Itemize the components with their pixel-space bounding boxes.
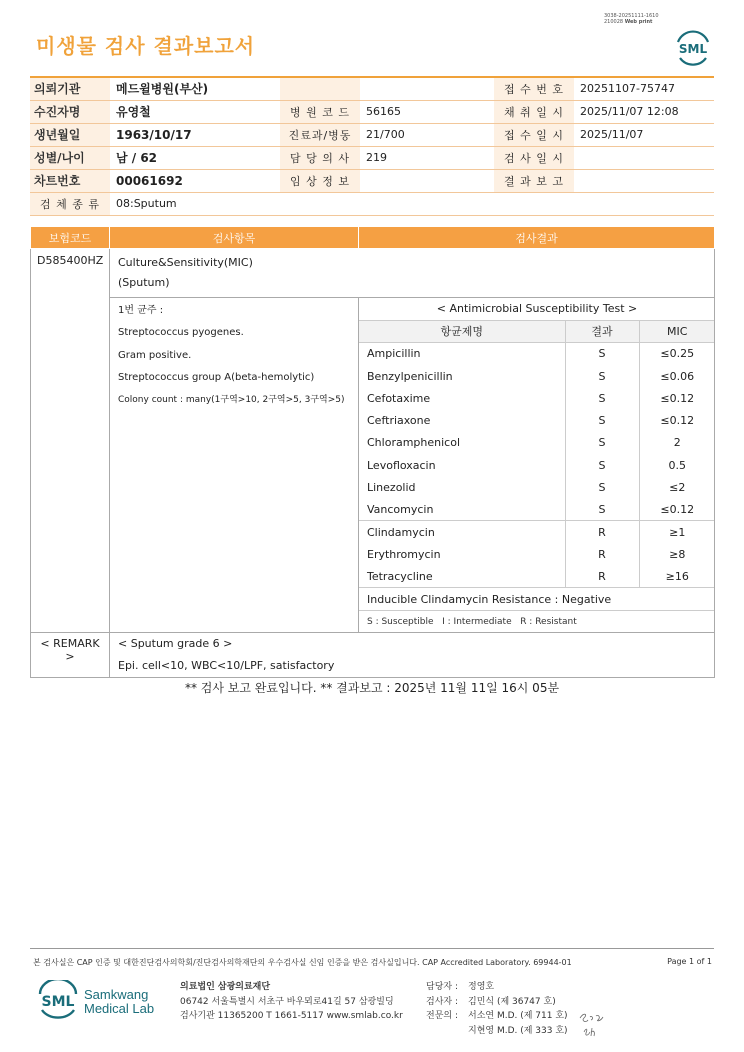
- ast-row: [359, 365, 715, 387]
- drug-result: S: [565, 432, 639, 454]
- field-label: 의뢰기관: [30, 77, 110, 100]
- staff-role: 담당자 :: [426, 982, 458, 992]
- remark-cell: [110, 633, 715, 678]
- staff-name: 서소연 M.D. (제 711 호): [468, 1011, 568, 1021]
- drug-mic: 2: [639, 432, 715, 454]
- sml-logo-text: SML: [678, 42, 708, 56]
- drug-mic: ≤0.25: [639, 343, 715, 365]
- staff-row: [426, 1009, 568, 1024]
- field-label: 성별/나이: [30, 146, 110, 169]
- field-label: 진료과/병동: [280, 123, 360, 146]
- field-value: [360, 169, 494, 192]
- ast-col-mic: MIC: [639, 320, 715, 342]
- patient-info-row: [30, 146, 714, 169]
- staff-row: [426, 995, 568, 1010]
- drug-result: S: [565, 499, 639, 521]
- insurance-code: D585400HZ: [31, 249, 110, 633]
- drug-name: Erythromycin: [367, 547, 441, 561]
- field-value: 21/700: [360, 123, 494, 146]
- field-value: 유영철: [110, 100, 280, 123]
- ast-col-result: 결과: [565, 320, 639, 342]
- ast-row: [359, 454, 715, 476]
- drug-mic: ≥8: [639, 543, 715, 565]
- brand-line2: Medical Lab: [84, 1001, 155, 1016]
- field-label: [280, 77, 360, 100]
- field-label: 결 과 보 고: [494, 169, 574, 192]
- field-label: 담 당 의 사: [280, 146, 360, 169]
- organism-line: Streptococcus group A(beta-hemolytic): [118, 371, 315, 383]
- org-name: 의료법인 삼광의료재단: [180, 982, 271, 992]
- ast-row: [359, 476, 715, 498]
- staff-role: 검사자 :: [426, 996, 458, 1007]
- drug-result: R: [565, 521, 639, 543]
- test-name-cell: [110, 249, 715, 298]
- drug-name: Clindamycin: [359, 521, 565, 543]
- drug-name: Linezolid: [367, 481, 416, 495]
- field-value: [574, 169, 714, 192]
- patient-info-row: [30, 123, 714, 146]
- drug-mic: 0.5: [639, 454, 715, 476]
- footer-divider: [30, 948, 714, 949]
- specimen-label: 검 체 종 류: [30, 192, 110, 215]
- field-label: 병 원 코 드: [280, 100, 360, 123]
- ast-title-row: [359, 298, 715, 320]
- ast-row: [359, 387, 715, 409]
- organism-line: 1번 균주 :: [118, 305, 164, 316]
- drug-result: S: [565, 409, 639, 431]
- field-value: 56165: [360, 100, 494, 123]
- organism-line: Colony count : many(1구역>10, 2구역>5, 3구역>5): [118, 395, 345, 406]
- ast-row: [359, 521, 715, 543]
- field-value: 메드윌병원(부산): [110, 77, 280, 100]
- legend-row: [359, 610, 715, 632]
- test-specimen: (Sputum): [118, 276, 170, 289]
- ast-legend: S : Susceptible I : Intermediate R : Resistant: [359, 610, 715, 632]
- report-complete-note: ** 검사 보고 완료입니다. ** 결과보고 : 2025년 11월 11일 16시 05분: [184, 681, 560, 695]
- drug-mic: ≤2: [639, 476, 715, 498]
- drug-name: Cefotaxime: [367, 391, 431, 405]
- drug-mic: ≤0.12: [639, 387, 715, 409]
- brand-name: [84, 988, 154, 1016]
- print-code-line1: 3038-20251111-1610: [604, 13, 659, 19]
- col-test-result: 검사결과: [359, 227, 715, 249]
- organism-line: Gram positive.: [118, 349, 192, 361]
- print-code-line2: 210028: [604, 19, 624, 25]
- field-value: 00061692: [110, 169, 280, 192]
- ast-title: < Antimicrobial Susceptibility Test >: [359, 298, 715, 320]
- staff-row: [426, 1024, 568, 1039]
- field-label: 생년월일: [30, 123, 110, 146]
- brand-line1: Samkwang: [84, 987, 149, 1002]
- field-value: [574, 146, 714, 169]
- remark-label: < REMARK >: [31, 633, 110, 678]
- drug-name: Chloramphenicol: [367, 436, 461, 450]
- drug-result: S: [565, 343, 639, 365]
- org-contact: 검사기관 11365200 T 1661-5117 www.smlab.co.kr: [180, 1011, 403, 1021]
- print-code: [604, 13, 659, 25]
- drug-result: S: [565, 476, 639, 498]
- field-label: 접 수 번 호: [494, 77, 574, 100]
- drug-name: Ceftriaxone: [367, 414, 431, 428]
- staff-name: 지현영 M.D. (제 333 호): [468, 1025, 568, 1036]
- sml-logo: [672, 26, 714, 68]
- field-value: 1963/10/17: [110, 123, 280, 146]
- ast-row: [359, 409, 715, 431]
- ast-cell: [359, 298, 715, 633]
- ast-table: [359, 298, 715, 632]
- field-label: 채 취 일 시: [494, 100, 574, 123]
- patient-info-row: [30, 169, 714, 192]
- report-title: 미생물 검사 결과보고서: [36, 34, 256, 58]
- patient-info-row: [30, 77, 714, 100]
- ast-row: [359, 499, 715, 521]
- drug-result: S: [565, 454, 639, 476]
- results-table: [30, 226, 715, 678]
- test-name: Culture&Sensitivity(MIC): [118, 256, 253, 269]
- field-label: 수진자명: [30, 100, 110, 123]
- remark-line2: Epi. cell<10, WBC<10/LPF, satisfactory: [118, 659, 335, 673]
- drug-result: S: [565, 387, 639, 409]
- field-value: 남 / 62: [110, 146, 280, 169]
- field-label: 차트번호: [30, 169, 110, 192]
- specimen-value: 08:Sputum: [110, 192, 714, 215]
- specimen-row: [30, 192, 714, 215]
- patient-info-table: [30, 76, 714, 216]
- drug-mic: ≥16: [639, 566, 715, 588]
- sml-brand-logo-text: SML: [41, 994, 75, 1010]
- organism-cell: [110, 298, 359, 633]
- field-label: 접 수 일 시: [494, 123, 574, 146]
- drug-result: R: [565, 543, 639, 565]
- remark-line1: < Sputum grade 6 >: [118, 637, 233, 651]
- ast-row: [359, 566, 715, 588]
- inducible-row: [359, 588, 715, 610]
- ast-col-drug: 항균제명: [359, 320, 565, 342]
- staff-name: 김민식 (제 36747 호): [468, 996, 556, 1007]
- drug-mic: ≤0.06: [639, 365, 715, 387]
- ast-row: [359, 543, 715, 565]
- ast-row: [359, 343, 715, 365]
- drug-name: Ampicillin: [367, 347, 421, 361]
- drug-mic: ≤0.12: [639, 409, 715, 431]
- drug-name: Levofloxacin: [367, 458, 436, 472]
- drug-name: Tetracycline: [367, 569, 433, 583]
- field-value: 20251107-75747: [574, 77, 714, 100]
- organization-info: [180, 980, 403, 1024]
- field-label: 임 상 정 보: [280, 169, 360, 192]
- ast-row: [359, 432, 715, 454]
- field-label: 검 사 일 시: [494, 146, 574, 169]
- drug-result: R: [565, 566, 639, 588]
- organism-line: Streptococcus pyogenes.: [118, 327, 244, 339]
- print-mode: Web print: [624, 19, 653, 25]
- col-test-item: 검사항목: [110, 227, 359, 249]
- field-value: [360, 77, 494, 100]
- signature: [576, 1008, 612, 1040]
- ast-header-row: [359, 320, 715, 342]
- drug-mic: ≥1: [639, 521, 715, 543]
- staff-role: 전문의 :: [426, 1011, 458, 1021]
- drug-name: Benzylpenicillin: [367, 369, 453, 383]
- drug-result: S: [565, 365, 639, 387]
- staff-name: 정영호: [468, 982, 495, 992]
- field-value: 219: [360, 146, 494, 169]
- certification-text: 본 검사실은 CAP 인증 및 대한진단검사의학회/진단검사의학재단의 우수검사실 신임 인증을 받은 검사실입니다. CAP Accredited Laboratory. 69944-01: [33, 958, 572, 967]
- field-value: 2025/11/07 12:08: [574, 100, 714, 123]
- field-value: 2025/11/07: [574, 123, 714, 146]
- staff-list: [426, 980, 568, 1038]
- page-number: Page 1 of 1: [667, 957, 712, 966]
- org-address: 06742 서울특별시 서초구 바우뫼로41길 57 삼광빌딩: [180, 996, 394, 1007]
- inducible-result: Inducible Clindamycin Resistance : Negative: [359, 588, 715, 610]
- staff-row: [426, 980, 568, 995]
- sml-brand-logo: [36, 980, 80, 1020]
- drug-mic: ≤0.12: [639, 499, 715, 521]
- col-insurance-code: 보험코드: [31, 227, 110, 249]
- drug-name: Vancomycin: [367, 503, 434, 517]
- patient-info-row: [30, 100, 714, 123]
